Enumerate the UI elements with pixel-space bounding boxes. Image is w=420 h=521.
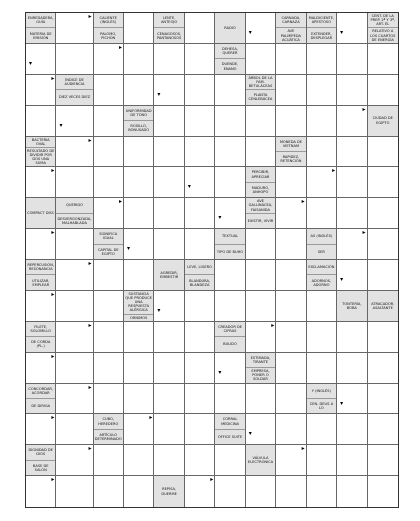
answer-cell[interactable] (94, 137, 124, 168)
answer-cell[interactable] (185, 167, 215, 198)
arrow-down-icon: ▾ (218, 214, 222, 222)
answer-cell[interactable] (307, 167, 337, 198)
answer-cell[interactable] (276, 445, 306, 476)
answer-cell[interactable] (154, 198, 184, 229)
clue-text: ARTÍCULO DETERMINADO (94, 429, 123, 444)
answer-cell[interactable] (276, 106, 306, 137)
answer-cell[interactable] (26, 75, 56, 106)
clue-text: ÁRBOL DE LA FAM. BETULÁCEAS (248, 75, 273, 89)
clue-cell (246, 75, 276, 106)
answer-cell[interactable] (307, 445, 337, 476)
answer-cell[interactable] (368, 137, 398, 168)
answer-cell[interactable] (124, 137, 154, 168)
clue-text: FILETE, SOLOMILLO (30, 324, 52, 333)
answer-cell[interactable] (154, 75, 184, 106)
clue-cell (215, 229, 245, 260)
clue-text: ÍNDICE DE AUDIENCIA (64, 77, 85, 86)
clue-text: DE DIRIGA (26, 398, 55, 413)
answer-cell[interactable] (185, 229, 215, 260)
answer-cell[interactable] (215, 476, 245, 507)
answer-cell[interactable] (56, 137, 93, 168)
arrow-down-icon: ▾ (218, 368, 222, 376)
clue-text: CAPITAL DE EGIPTO (94, 244, 123, 259)
answer-cell[interactable] (276, 75, 306, 106)
answer-cell[interactable] (124, 260, 154, 291)
answer-cell[interactable] (154, 384, 184, 415)
clue-text: RELATIVO A LOS CUARTOS DE ENERGÍA (368, 27, 398, 42)
clue-text: AGREDIR, EMBESTIR (160, 270, 179, 279)
answer-cell[interactable] (56, 384, 93, 415)
clue-text: CARNADA, CARNAZA (281, 16, 301, 25)
clue-cell (94, 13, 124, 44)
clue-text: MADURO, ANHOPO (246, 182, 275, 197)
answer-cell[interactable] (307, 322, 337, 353)
clue-text: BACTERIA OVAL (31, 137, 50, 146)
answer-cell[interactable] (337, 106, 367, 137)
answer-cell[interactable] (337, 198, 367, 229)
answer-cell[interactable] (337, 384, 367, 415)
clue-text: CENT. DE LA PREP. 2ª Y 3ª, ART. EL (370, 14, 395, 27)
clue-text: Y (INGLÉS) (311, 388, 331, 393)
answer-cell[interactable] (26, 291, 56, 322)
answer-cell[interactable] (56, 414, 93, 445)
answer-cell[interactable] (368, 167, 398, 198)
clue-text: CUBO, HEREDERO (98, 417, 119, 426)
answer-cell[interactable] (337, 353, 367, 384)
answer-cell[interactable] (215, 291, 245, 322)
answer-cell[interactable] (215, 137, 245, 168)
answer-cell[interactable] (56, 322, 93, 353)
clue-cell (56, 198, 93, 229)
clue-text: LENTE, ANTEOJO (160, 16, 178, 25)
answer-cell[interactable] (94, 167, 124, 198)
answer-cell[interactable] (124, 44, 154, 75)
answer-cell[interactable] (124, 75, 154, 106)
arrow-right-icon: ▸ (51, 476, 55, 484)
arrow-right-icon: ▸ (88, 321, 92, 329)
answer-cell[interactable] (246, 13, 276, 44)
clue-text: SIGNIFICA IGUAL (99, 232, 118, 241)
arrow-right-icon: ▸ (118, 198, 122, 206)
answer-cell[interactable] (276, 260, 306, 291)
clue-text: PLANTA CENLEBÁCEA (246, 89, 275, 104)
answer-cell[interactable] (246, 476, 276, 507)
answer-cell[interactable] (185, 106, 215, 137)
clue-cell (124, 291, 154, 322)
answer-cell[interactable] (215, 167, 245, 198)
answer-cell[interactable] (154, 291, 184, 322)
clue-cell (307, 229, 337, 260)
clue-text: PERCIBIR, APRECIAR (251, 170, 270, 179)
clue-cell (215, 13, 245, 44)
clue-cell (307, 384, 337, 415)
clue-text: UNIFORMIDAD DE TONO (125, 108, 152, 117)
clue-cell (307, 260, 337, 291)
answer-cell[interactable] (56, 353, 93, 384)
clue-cell (26, 137, 56, 168)
answer-cell[interactable] (56, 445, 93, 476)
answer-cell[interactable] (26, 414, 56, 445)
answer-cell[interactable] (276, 167, 306, 198)
clue-cell (337, 291, 367, 322)
clue-text: REPERCUSIÓN, RESONANCIA (27, 263, 55, 272)
clue-text: SER (307, 244, 336, 259)
clue-cell (154, 476, 184, 507)
answer-cell[interactable] (276, 476, 306, 507)
clue-cell (246, 353, 276, 384)
clue-text: CIUDAD DE EGIPTO (372, 116, 393, 125)
clue-text: BLANDURA, BLANDEZA (185, 274, 214, 289)
arrow-down-icon: ▾ (340, 29, 344, 36)
clue-text: MALDICIENTE, APESTOSO (308, 16, 335, 25)
answer-cell[interactable] (26, 44, 56, 75)
arrow-down-icon: ▾ (340, 399, 344, 407)
answer-cell[interactable] (215, 384, 245, 415)
answer-cell[interactable] (337, 445, 367, 476)
clue-text: EXCLAMACIÓN (308, 265, 335, 270)
clue-text: DIGNIDAD DE DIOS (28, 448, 53, 457)
answer-cell[interactable] (26, 476, 56, 507)
clue-text: DEHESA, QUERER (222, 46, 239, 56)
clue-cell (215, 44, 245, 75)
answer-cell[interactable] (368, 476, 398, 507)
clue-text: UTILIZAR, EMPLEAR (26, 274, 55, 289)
answer-cell[interactable] (94, 44, 124, 75)
answer-cell[interactable] (307, 414, 337, 445)
arrow-right-icon: ▸ (88, 13, 92, 20)
arrow-down-icon: ▾ (126, 245, 130, 253)
answer-cell[interactable] (307, 353, 337, 384)
clue-text: VÁLVULA ELECTRÓNICA (247, 456, 274, 465)
arrow-right-icon: ▸ (332, 167, 336, 175)
clue-text: CONCORDAR, ACORDAR (28, 386, 54, 395)
answer-cell[interactable] (124, 414, 154, 445)
arrow-right-icon: ▸ (301, 198, 305, 206)
arrow-right-icon: ▸ (88, 445, 92, 453)
clue-text: TONTERÍA, BOBA (342, 301, 362, 310)
answer-cell[interactable] (56, 229, 93, 260)
arrow-down-icon: ▾ (59, 121, 63, 129)
answer-cell[interactable] (154, 137, 184, 168)
answer-cell[interactable] (56, 44, 93, 75)
clue-cell (154, 260, 184, 291)
answer-cell[interactable] (56, 13, 93, 44)
arrow-right-icon: ▸ (51, 414, 55, 422)
answer-cell[interactable] (56, 167, 93, 198)
answer-cell[interactable] (154, 445, 184, 476)
answer-cell[interactable] (215, 260, 245, 291)
clue-text: BASE DE SALÓN (26, 460, 55, 475)
clue-cell (26, 198, 56, 229)
answer-cell[interactable] (368, 260, 398, 291)
answer-cell[interactable] (185, 384, 215, 415)
answer-cell[interactable] (94, 445, 124, 476)
answer-cell[interactable] (94, 476, 124, 507)
answer-cell[interactable] (185, 44, 215, 75)
answer-cell[interactable] (185, 198, 215, 229)
answer-cell[interactable] (185, 322, 215, 353)
clue-cell (215, 414, 245, 445)
answer-cell[interactable] (246, 322, 276, 353)
clue-text: RESULTADO DE DIVIDIR POR DOS UNA SUMA (27, 148, 55, 166)
answer-cell[interactable] (368, 353, 398, 384)
answer-cell[interactable] (26, 229, 56, 260)
answer-cell[interactable] (246, 260, 276, 291)
clue-text: CEN. DEUS A LO (307, 398, 336, 413)
answer-cell[interactable] (185, 476, 215, 507)
answer-cell[interactable] (276, 44, 306, 75)
answer-cell[interactable] (26, 167, 56, 198)
answer-cell[interactable] (337, 414, 367, 445)
answer-cell[interactable] (337, 44, 367, 75)
answer-cell[interactable] (185, 291, 215, 322)
clue-text: SUSTANCIA QUE PRODUCE UNA RESPUESTA ALÉRGICA (125, 291, 152, 313)
answer-cell[interactable] (185, 353, 215, 384)
clue-cell (26, 384, 56, 415)
clue-cell (246, 445, 276, 476)
arrow-right-icon: ▸ (118, 43, 122, 51)
clue-cell (26, 260, 56, 291)
clue-cell (246, 198, 276, 229)
arrow-right-icon: ▸ (51, 229, 55, 237)
answer-cell[interactable] (246, 291, 276, 322)
answer-cell[interactable] (94, 291, 124, 322)
answer-cell[interactable] (276, 229, 306, 260)
answer-cell[interactable] (124, 322, 154, 353)
clue-text: CORRAL MEDICINA (221, 417, 239, 426)
clue-text: PALOMO, PICHÓN (94, 27, 123, 42)
answer-cell[interactable] (307, 291, 337, 322)
answer-cell[interactable] (26, 106, 56, 137)
arrow-down-icon: ▾ (157, 90, 161, 98)
clue-cell (276, 13, 306, 44)
answer-cell[interactable] (185, 75, 215, 106)
answer-cell[interactable] (246, 137, 276, 168)
answer-cell[interactable] (337, 260, 367, 291)
clue-text: ROSILLO, BONUSADO (124, 120, 153, 135)
clue-text: CALIENTE (INGLÉS) (99, 16, 117, 25)
answer-cell[interactable] (307, 44, 337, 75)
clue-cell (26, 322, 56, 353)
answer-cell[interactable] (368, 75, 398, 106)
clue-cell (368, 106, 398, 137)
clue-text: COMPACT DISC (27, 211, 55, 216)
answer-cell[interactable] (337, 476, 367, 507)
arrow-right-icon: ▸ (301, 445, 305, 453)
answer-cell[interactable] (246, 229, 276, 260)
answer-cell[interactable] (215, 445, 245, 476)
clue-text: AS (INGLÉS) (310, 234, 333, 239)
clue-text: ORNIMOS (124, 314, 153, 321)
answer-cell[interactable] (154, 106, 184, 137)
clue-text: QUERIDO (66, 203, 83, 208)
answer-cell[interactable] (368, 414, 398, 445)
answer-cell[interactable] (94, 384, 124, 415)
clue-text: ESTIMADA, TIRANTE (250, 355, 271, 364)
clue-cell (368, 13, 398, 44)
clue-text: LEVE, LIGERO (187, 265, 212, 270)
answer-cell[interactable] (154, 167, 184, 198)
clue-cell (56, 75, 93, 106)
answer-cell[interactable] (185, 414, 215, 445)
clue-cell (185, 260, 215, 291)
arrow-down-icon: ▾ (248, 430, 252, 438)
arrow-down-icon: ▾ (248, 29, 252, 36)
answer-cell[interactable] (185, 13, 215, 44)
clue-cell (94, 229, 124, 260)
clue-text: BULIDO (215, 336, 244, 351)
answer-cell[interactable] (94, 75, 124, 106)
answer-cell[interactable] (26, 353, 56, 384)
clue-text: EXISTIR, VIVIR (246, 213, 275, 228)
answer-cell[interactable] (94, 260, 124, 291)
answer-cell[interactable] (276, 198, 306, 229)
answer-cell[interactable] (307, 476, 337, 507)
answer-cell[interactable] (124, 229, 154, 260)
clue-text: DIEZ VECES DIEZ (56, 89, 92, 104)
answer-cell[interactable] (246, 106, 276, 137)
clue-cell (26, 13, 56, 44)
answer-cell[interactable] (307, 106, 337, 137)
answer-cell[interactable] (124, 353, 154, 384)
arrow-down-icon: ▾ (157, 306, 161, 314)
answer-cell[interactable] (337, 137, 367, 168)
clue-text: DUENDE, ENANO (215, 58, 244, 73)
answer-cell[interactable] (124, 445, 154, 476)
answer-cell[interactable] (56, 291, 93, 322)
arrow-right-icon: ▸ (210, 476, 214, 484)
answer-cell[interactable] (337, 13, 367, 44)
clue-cell (26, 445, 56, 476)
arrow-right-icon: ▸ (362, 229, 366, 237)
answer-cell[interactable] (56, 260, 93, 291)
answer-cell[interactable] (276, 291, 306, 322)
clue-cell (307, 13, 337, 44)
answer-cell[interactable] (124, 384, 154, 415)
clue-cell (154, 13, 184, 44)
answer-cell[interactable] (337, 167, 367, 198)
answer-cell[interactable] (154, 322, 184, 353)
clue-text: DE CORDA (PL.) (26, 336, 55, 351)
clue-text: ENREDADERA, GUÍA (27, 16, 54, 25)
clue-text: ADORNOS, ADORNO (307, 274, 336, 289)
arrow-down-icon: ▾ (340, 276, 344, 283)
arrow-down-icon: ▾ (29, 59, 33, 67)
arrow-right-icon: ▸ (51, 290, 55, 298)
answer-cell[interactable] (215, 198, 245, 229)
answer-cell[interactable] (215, 353, 245, 384)
arrow-right-icon: ▸ (51, 352, 55, 360)
arrow-right-icon: ▸ (51, 74, 55, 82)
clue-text: CREADOR DE CIFRAS (218, 324, 243, 333)
answer-cell[interactable] (276, 414, 306, 445)
clue-cell (246, 167, 276, 198)
answer-cell[interactable] (368, 445, 398, 476)
clue-cell (368, 291, 398, 322)
answer-cell[interactable] (94, 322, 124, 353)
answer-cell[interactable] (154, 414, 184, 445)
answer-cell[interactable] (154, 353, 184, 384)
arrow-down-icon: ▾ (187, 183, 191, 191)
arrow-right-icon: ▸ (271, 321, 275, 329)
arrow-right-icon: ▸ (51, 167, 55, 175)
answer-cell[interactable] (368, 384, 398, 415)
clue-text: RAPIDEZ, RETENCIÓN (276, 151, 305, 166)
answer-cell[interactable] (307, 137, 337, 168)
answer-cell[interactable] (185, 137, 215, 168)
clue-cell (215, 322, 245, 353)
clue-text: REPISA, DUERME (161, 487, 177, 496)
answer-cell[interactable] (368, 198, 398, 229)
answer-cell[interactable] (94, 198, 124, 229)
answer-cell[interactable] (368, 322, 398, 353)
answer-cell[interactable] (56, 106, 93, 137)
clue-text: AVE PALMÍPEDA ACUÁTICA (276, 27, 305, 42)
clue-text: EXTENDER, DESPLEGAR (307, 27, 336, 42)
clue-cell (94, 414, 124, 445)
answer-cell[interactable] (307, 75, 337, 106)
arrow-right-icon: ▸ (362, 105, 366, 113)
clue-text: MONEDA DE VIETNAM (279, 139, 303, 148)
arrow-right-icon: ▸ (149, 414, 153, 422)
clue-text: AVE GALLINÁCEA, FAISANIDA (248, 199, 273, 212)
answer-cell[interactable] (368, 44, 398, 75)
answer-cell[interactable] (246, 44, 276, 75)
clue-text: TEXTUAL (221, 234, 239, 239)
clue-text: MATERIA DE EMISIÓN (26, 27, 55, 42)
answer-cell[interactable] (56, 476, 93, 507)
answer-cell[interactable] (124, 476, 154, 507)
answer-cell[interactable] (185, 445, 215, 476)
answer-cell[interactable] (337, 75, 367, 106)
arrow-right-icon: ▸ (88, 383, 92, 391)
answer-cell[interactable] (124, 198, 154, 229)
answer-cell[interactable] (246, 384, 276, 415)
answer-cell[interactable] (276, 384, 306, 415)
clue-text: DESVERGONZADA, MALHABLADA (56, 213, 92, 228)
answer-cell[interactable] (276, 322, 306, 353)
clue-text: ATRACADOR, ASALTANTE (371, 301, 395, 310)
answer-cell[interactable] (124, 167, 154, 198)
arrow-right-icon: ▸ (88, 260, 92, 267)
answer-cell[interactable] (94, 106, 124, 137)
crossword-grid (25, 12, 399, 508)
arrow-right-icon: ▸ (88, 136, 92, 144)
answer-cell[interactable] (337, 229, 367, 260)
answer-cell[interactable] (368, 229, 398, 260)
clue-text: CENAGOSOS, PANTANOSOS (154, 27, 183, 42)
clue-text: RADIO (224, 25, 236, 30)
answer-cell[interactable] (307, 198, 337, 229)
clue-cell (276, 137, 306, 168)
answer-cell[interactable] (124, 13, 154, 44)
clue-text: OFFICE SUITE (215, 429, 244, 444)
answer-cell[interactable] (215, 75, 245, 106)
clue-text: EMPRESA, PONER O SOLDAR (246, 367, 275, 382)
answer-cell[interactable] (337, 322, 367, 353)
clue-text: TIPO DE BUHO (215, 244, 244, 259)
answer-cell[interactable] (246, 414, 276, 445)
answer-cell[interactable] (154, 229, 184, 260)
clue-cell (124, 106, 154, 137)
answer-cell[interactable] (276, 353, 306, 384)
answer-cell[interactable] (94, 353, 124, 384)
answer-cell[interactable] (154, 44, 184, 75)
answer-cell[interactable] (215, 106, 245, 137)
